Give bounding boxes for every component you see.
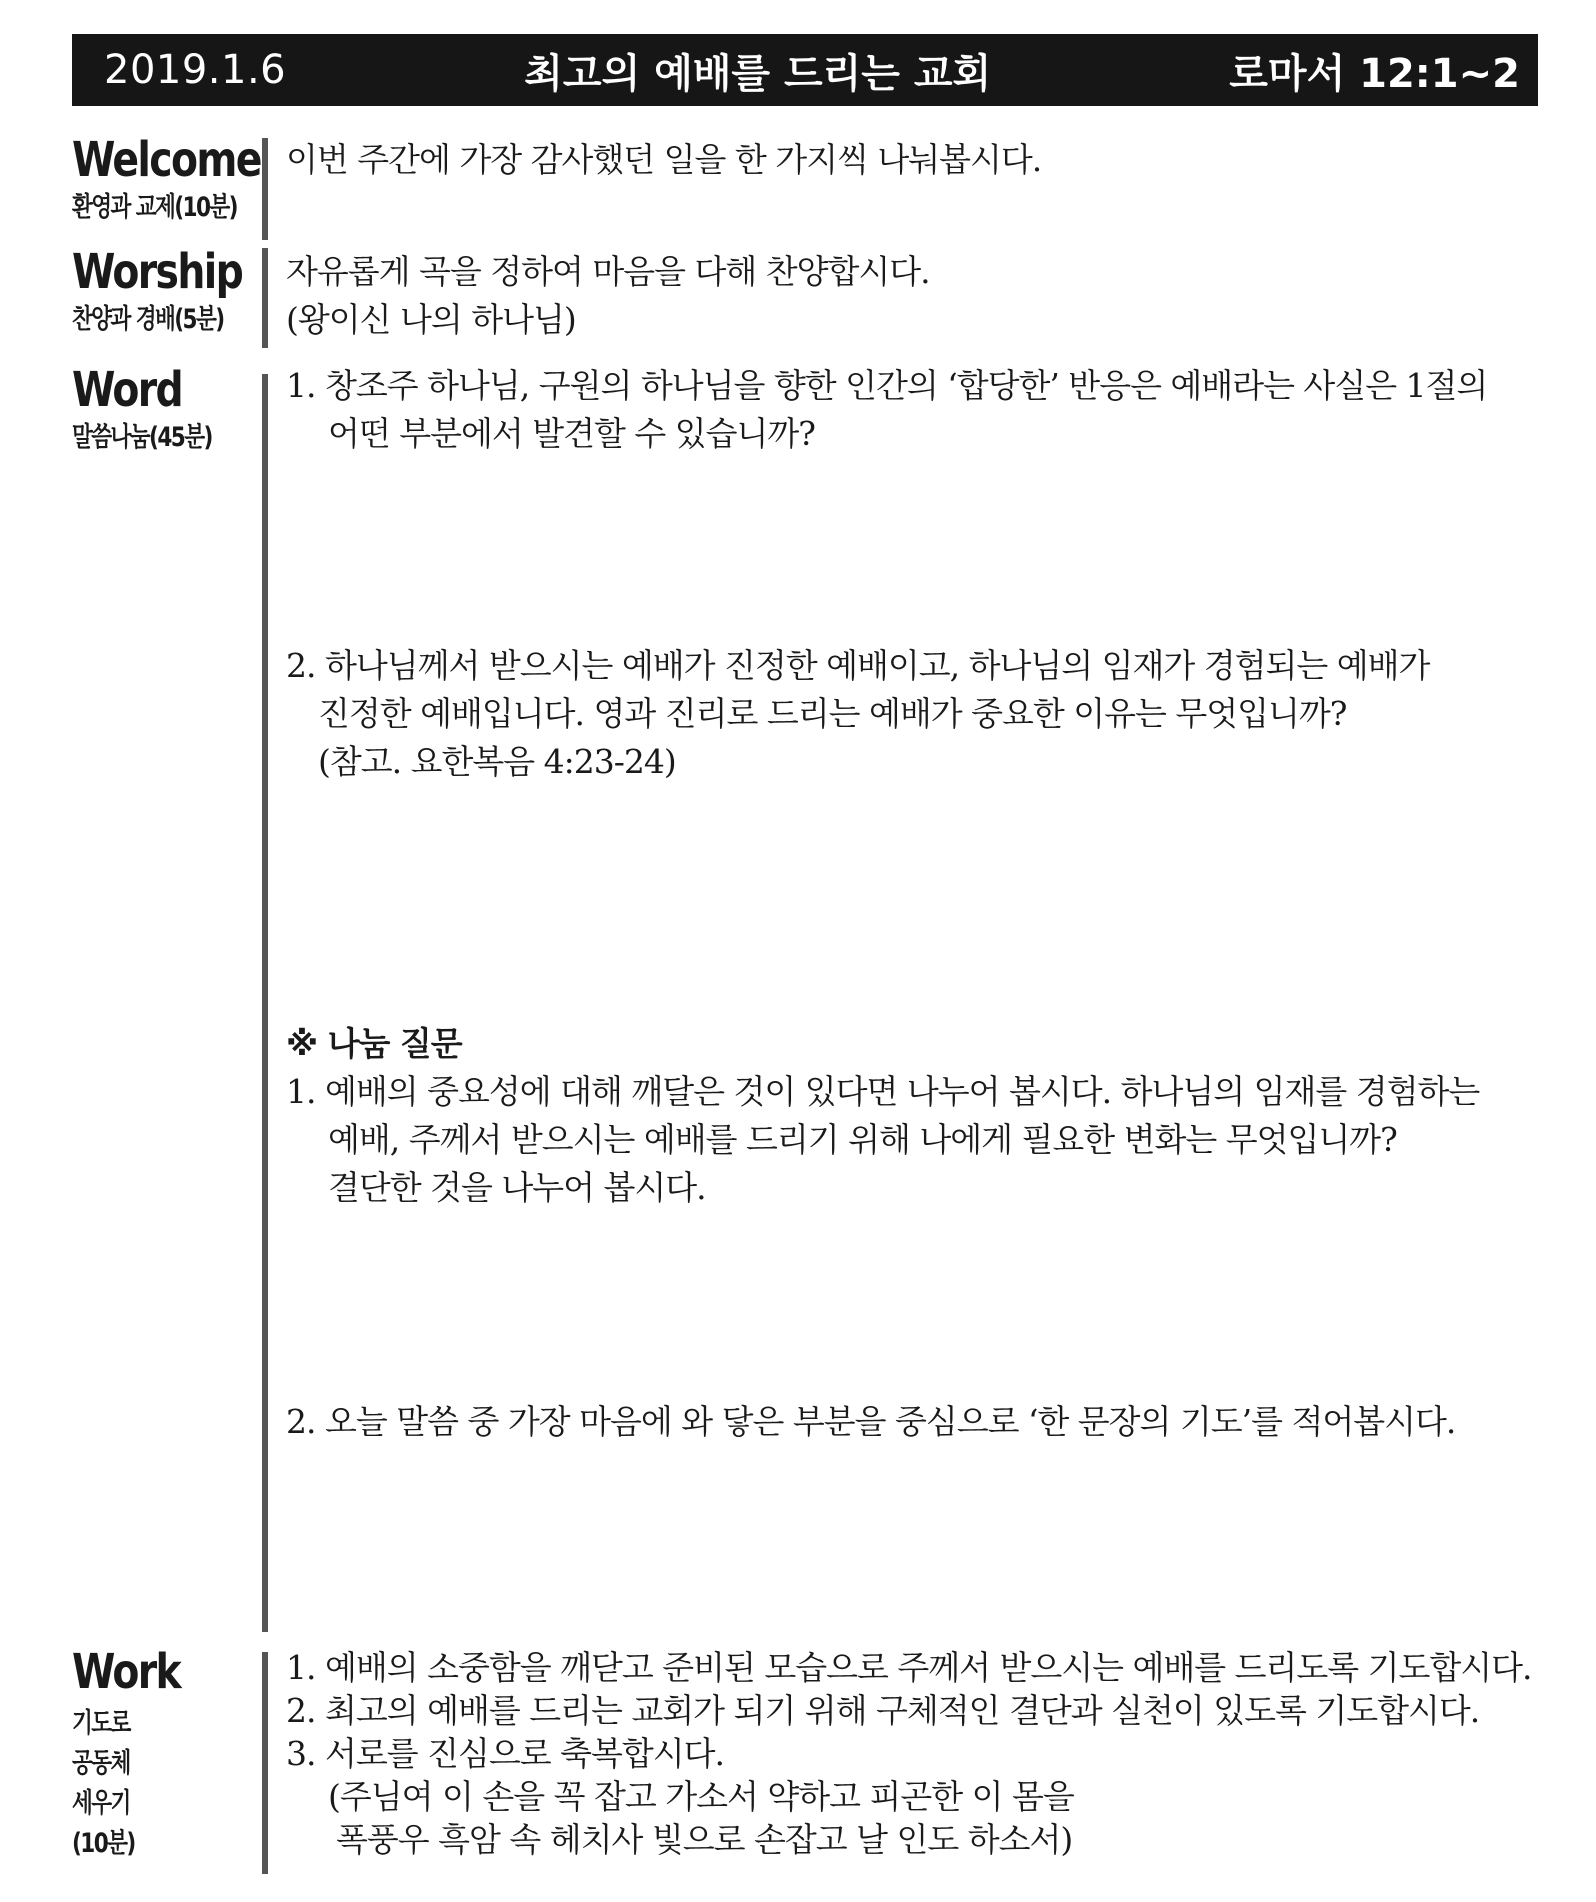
word-section (72, 362, 1552, 1632)
welcome-label-en: Welcome (72, 132, 261, 188)
word-question-1 (286, 362, 1487, 458)
work-section (72, 1644, 1552, 1882)
header-bar (72, 34, 1538, 106)
word-label (72, 362, 262, 458)
header-title: 최고의 예배를 드리는 교회 (524, 50, 992, 97)
welcome-label-ko: 환영과 교제(10분) (72, 192, 237, 223)
welcome-content (286, 136, 1041, 184)
work-divider (262, 1652, 268, 1874)
word-question-2 (286, 642, 1429, 786)
header-scripture: 로마서 12:1~2 (1229, 50, 1520, 97)
worship-label (72, 244, 262, 340)
sharing-q1-line-3: 결단한 것을 나누어 봅시다. (328, 1168, 706, 1207)
sharing-q1-line-2: 예배, 주께서 받으시는 예배를 드리기 위해 나에게 필요한 변화는 무엇입니까? (328, 1120, 1397, 1159)
welcome-section (72, 132, 1552, 240)
welcome-divider (262, 138, 268, 240)
worship-label-ko: 찬양과 경배(5분) (72, 304, 224, 335)
worship-divider (262, 248, 268, 348)
work-prayer-3-line-3: 폭풍우 흑암 속 헤치사 빛으로 손잡고 날 인도 하소서) (336, 1820, 1073, 1859)
worship-label-en: Worship (72, 244, 243, 300)
word-label-en: Word (72, 362, 183, 418)
word-q2-line-3: (참고. 요한복음 4:23-24) (318, 742, 676, 781)
word-q1-line-1: 1. 창조주 하나님, 구원의 하나님을 향한 인간의 ‘합당한’ 반응은 예배라는 사실은 1절의 (286, 366, 1488, 405)
welcome-text: 이번 주간에 가장 감사했던 일을 한 가지씩 나눠봅시다. (286, 140, 1042, 179)
work-prayer-1: 1. 예배의 소중함을 깨닫고 준비된 모습으로 주께서 받으시는 예배를 드리도록 기도합시다. (286, 1648, 1532, 1687)
work-content (286, 1646, 1531, 1861)
work-label-ko-2: 공동체 (72, 1748, 130, 1779)
work-label-ko-3: 세우기 (72, 1788, 130, 1819)
sharing-q2-line-1: 2. 오늘 말씀 중 가장 마음에 와 닿은 부분을 중심으로 ‘한 문장의 기도’를 적어봅시다. (286, 1402, 1456, 1441)
worship-line-2: (왕이신 나의 하나님) (286, 300, 576, 339)
work-label-ko-4: (10분) (72, 1828, 135, 1859)
worship-section (72, 244, 1552, 352)
word-q2-line-2: 진정한 예배입니다. 영과 진리로 드리는 예배가 중요한 이유는 무엇입니까? (318, 694, 1347, 733)
sharing-questions (286, 1020, 1479, 1212)
sharing-heading: ※ 나눔 질문 (286, 1024, 462, 1063)
word-q2-line-1: 2. 하나님께서 받으시는 예배가 진정한 예배이고, 하나님의 임재가 경험되는 예배가 (286, 646, 1430, 685)
sharing-q1-line-1: 1. 예배의 중요성에 대해 깨달은 것이 있다면 나누어 봅시다. 하나님의 임재를 경험하는 (286, 1072, 1480, 1111)
word-label-ko: 말씀나눔(45분) (72, 422, 212, 453)
work-prayer-2: 2. 최고의 예배를 드리는 교회가 되기 위해 구체적인 결단과 실천이 있도록 기도합시다. (286, 1691, 1480, 1730)
work-label (72, 1644, 262, 1864)
sharing-question-2 (286, 1398, 1455, 1446)
welcome-label (72, 132, 262, 228)
work-label-ko-1: 기도로 (72, 1708, 130, 1739)
work-prayer-3: 3. 서로를 진심으로 축복합시다. (286, 1734, 724, 1773)
word-q1-line-2: 어떤 부분에서 발견할 수 있습니까? (328, 414, 815, 453)
worship-content (286, 248, 930, 344)
worship-line-1: 자유롭게 곡을 정하여 마음을 다해 찬양합시다. (286, 252, 930, 291)
work-label-en: Work (72, 1644, 181, 1700)
word-divider (262, 374, 268, 1632)
header-date: 2019.1.6 (104, 47, 287, 93)
work-prayer-3-line-2: (주님여 이 손을 꼭 잡고 가소서 약하고 피곤한 이 몸을 (328, 1777, 1074, 1816)
